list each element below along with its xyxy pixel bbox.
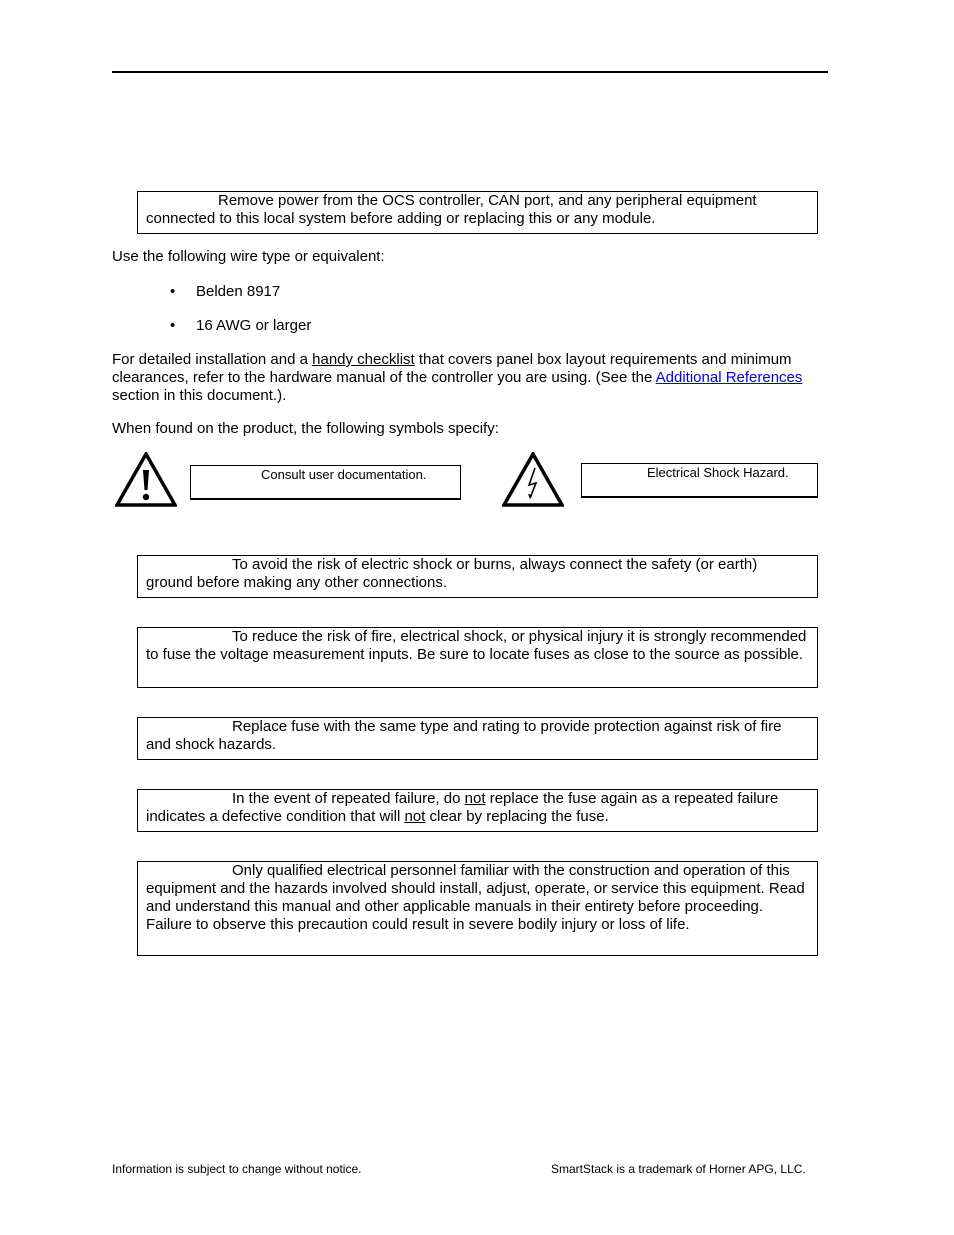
warning-box-replace-fuse <box>137 717 818 760</box>
symbol-label: Consult user documentation. <box>261 467 427 482</box>
warning-box-fuse-inputs <box>137 627 818 688</box>
symbol-label: Electrical Shock Hazard. <box>647 465 789 480</box>
wire-intro: Use the following wire type or equivalent: <box>112 248 385 265</box>
warning-box-ground <box>137 555 818 598</box>
lightning-triangle-icon <box>502 452 564 508</box>
warning-text: To reduce the risk of fire, electrical shock, or physical injury it is strongly recommended to fuse the voltage measurement inputs. Be sure to locate fuses as close to the source as possible. <box>146 628 807 663</box>
symbol-box-shock <box>581 463 818 498</box>
warning-text: To avoid the risk of electric shock or burns, always connect the safety (or earth) ground before making any other connections. <box>146 556 758 591</box>
symbol-box-consult <box>190 465 461 500</box>
install-paragraph: For detailed installation and a handy checklist that covers panel box layout requirements and minimum clearances, refer to the hardware manual of the controller you are using. (See the Additional References section in this document.). <box>112 351 803 404</box>
caution-triangle-icon <box>115 452 177 508</box>
additional-references-link[interactable]: Additional References <box>655 369 803 386</box>
warning-box-remove-power <box>137 191 818 234</box>
warning-text: Only qualified electrical personnel familiar with the construction and operation of this equipment and the hazards involved should install, adjust, operate, or service this equipment. Read and understand this manual and other applicable manuals in their entirety before proceeding. Failure to observe this precaution could result in severe bodily injury or loss of life. <box>146 862 805 933</box>
warning-box-repeated-failure: In the event of repeated failure, do not replace the fuse again as a repeated failure indicates a defective condition that will not clear by replacing the fuse. <box>137 789 818 832</box>
warning-box-qualified-personnel <box>137 861 818 956</box>
list-item: • 16 AWG or larger <box>170 317 312 334</box>
footer-left: Information is subject to change without notice. <box>112 1162 362 1176</box>
list-item: • Belden 8917 <box>170 283 281 300</box>
warning-text: Replace fuse with the same type and rating to provide protection against risk of fire and shock hazards. <box>146 718 782 753</box>
header-rule <box>112 71 828 73</box>
footer-right: SmartStack is a trademark of Horner APG, LLC. <box>551 1162 806 1176</box>
handy-checklist-text: handy checklist <box>312 351 415 368</box>
symbols-intro: When found on the product, the following symbols specify: <box>112 420 499 437</box>
warning-text: Remove power from the OCS controller, CAN port, and any peripheral equipment connected to this local system before adding or replacing this or any module. <box>146 192 757 227</box>
